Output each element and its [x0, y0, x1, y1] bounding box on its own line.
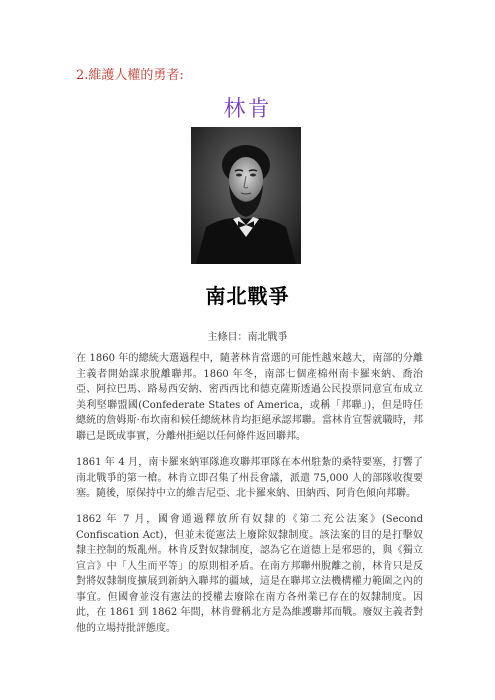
person-name: 林肯	[223, 97, 272, 122]
main-topic-line: 主條目：南北戰爭	[207, 332, 288, 343]
portrait-photo	[191, 127, 301, 264]
paragraph: 在 1860 年的總統大選過程中，隨著林肯當選的可能性越來越大，南部的分離主義者開始謀求脫離聯邦。1860 年冬，南部七個產棉州南卡羅來納、喬治亞、阿拉巴馬、路易西安納、密西西比和德克薩斯透過公民投票同意宣布成立美利堅聯盟國(Confederate States of America，或稱「邦聯」)，但是時任總統的詹姆斯·布坎南和候任總統林肯均拒絕承認邦聯。當林肯宣誓就職時，邦聯已是既成事實，分離州拒絕以任何條件返回聯邦。	[76, 353, 423, 442]
section-subtitle: 南北戰爭	[205, 284, 290, 308]
section-heading: 2.維護人權的勇者:	[76, 68, 184, 83]
paragraph: 1861 年 4 月，南卡羅來納軍隊進攻聯邦軍隊在本州駐紮的桑特要塞，打響了南北戰爭的第一槍。林肯立即召集了州長會議，派遣 75,000 人的部隊收復要塞。隨後，原保持中立的維吉尼亞、北卡羅來納、田納西、阿肯色傾向邦聯。	[76, 457, 423, 499]
paragraph: 1862 年 7 月，國會通過釋放所有奴隸的《第二充公法案》(Second Confiscation Act)，但並未從憲法上廢除奴隸制度。該法案的目的是打擊奴隸主控制的叛亂州。林肯反對奴隸制度，認為它在道德上是邪惡的，與《獨立宣言》中「人生而平等」的原則相矛盾。在南方邦聯州脫離之前，林肯只是反對將奴隸制度擴展到新納入聯邦的疆域，這是在聯邦立法機構權力範圍之內的事宜。但國會並沒有憲法的授權去廢除在南方各州業已存在的奴隸制度。因此，在 1861 到 1862 年間，林肯聲稱北方是為維護聯邦而戰。廢奴主義者對他的立場持批評態度。	[76, 514, 423, 634]
